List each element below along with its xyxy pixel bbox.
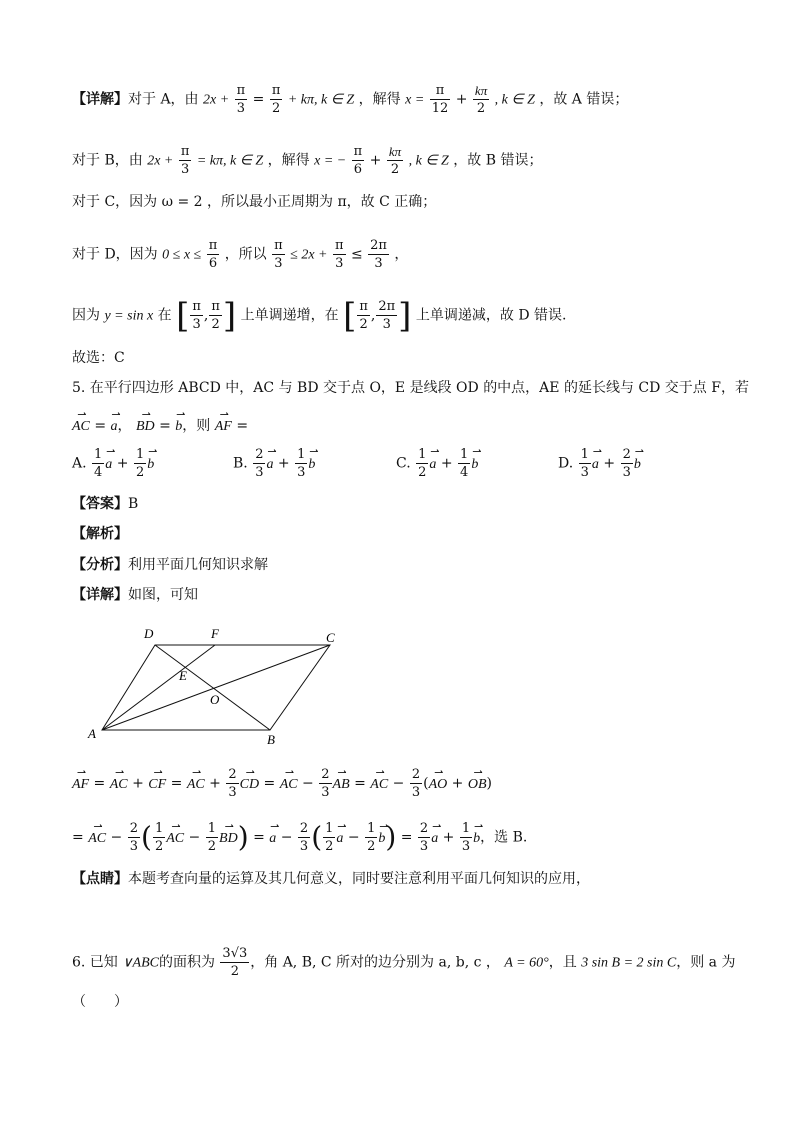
derivation-line-2: = ⇀ AC − $\frac{2}{3}$ ( $\frac{1}{2}$ ⇀ AC − $\frac{1}{2}$ ⇀ BD) = ⇀ a − $\frac{2}{3}$ ( $\frac{1}{2}$ ⇀ a − $\frac{1}{2}$ ⇀ b) = $\frac{2}{3}$ ⇀ a + $\frac{1}{3}$ ⇀ b，选 B.	[72, 820, 527, 855]
question-6-paren: （ ）	[72, 994, 128, 1010]
detail-line: 【详解】如图，可知	[72, 587, 198, 603]
question-5-given: ⇀ AC = ⇀ a， ⇀ BD = ⇀ b，则 ⇀ AF =	[72, 416, 248, 437]
part-a-kpi: + kπ, k ∈ Z	[287, 92, 355, 108]
diagonal-bd	[155, 645, 270, 730]
point-label-o: O	[210, 692, 220, 707]
question-5-stem: 5. 在平行四边形 ABCD 中，AC 与 BD 交于点 O，E 是线段 OD 的中点，AE 的延长线与 CD 交于点 F，若	[72, 380, 749, 396]
segment-af	[102, 645, 215, 730]
solution-line-d: 对于 D，因为 0 ≤ x ≤ $\frac{\pi}{6}$ ，所以 $\frac{\pi}{3}$ ≤ 2x + $\frac{\pi}{3}$ ≤ $\frac{2\pi}{3}$ ，	[72, 238, 409, 271]
solution-line-a: 【详解】对于 A，由 2x + $\frac{\pi}{3}$ = $\frac{\pi}{2}$ + kπ, k ∈ Z ，解得 x = $\frac{\pi}{12}$ + $\frac{k\pi}{2}$ , k ∈ Z ，故 A 错误；	[72, 83, 629, 116]
remark-line: 【点睛】本题考查向量的运算及其几何意义，同时要注意利用平面几何知识的应用，	[72, 871, 590, 887]
part-a-lhs: 2x +	[203, 92, 230, 108]
solution-line-c: 对于 C，因为 ω = 2 ，所以最小正周期为 π，故 C 正确；	[72, 194, 437, 210]
solution-line-b: 对于 B，由 2x + $\frac{\pi}{3}$ = kπ, k ∈ Z ，解得 x = − $\frac{\pi}{6}$ + $\frac{k\pi}{2}$ , k ∈ Z ，故 B 错误；	[72, 144, 543, 177]
option-b[interactable]: B. $\frac{2}{3}$ ⇀ a + $\frac{1}{3}$ ⇀ b	[233, 446, 315, 481]
fraction-pi-over-12: $\frac{\pi}{12}$	[431, 83, 449, 116]
derivation-line-1: ⇀ AF = ⇀ AC + ⇀ CF = ⇀ AC + $\frac{2}{3}$ ⇀ CD = ⇀ AC − $\frac{2}{3}$ ⇀ AB = ⇀ AC − $\frac{2}{3}$ (⇀ AO + ⇀ OB)	[72, 766, 492, 801]
diagonal-ac	[102, 645, 330, 730]
point-label-c: C	[326, 630, 335, 645]
solution-line-d2: 因为 y = sin x 在 [ $\frac{\pi}{3}$ , $\frac{\pi}{2}$ ] 上单调递增，在 [ $\frac{\pi}{2}$ , $\frac{2\pi}{3}$ ] 上单调递减，故 D 错误.	[72, 295, 567, 336]
answer-value: B	[128, 496, 139, 512]
part-a-intro: 对于 A，由	[128, 91, 199, 108]
option-a[interactable]: A. $\frac{1}{4}$ ⇀ a + $\frac{1}{2}$ ⇀ b	[72, 446, 154, 481]
point-label-a: A	[88, 726, 96, 741]
point-label-e: E	[179, 668, 187, 683]
point-label-b: B	[267, 732, 275, 747]
answer-line: 【答案】B	[72, 496, 139, 512]
point-label-f: F	[211, 626, 219, 641]
fraction-pi-over-2: $\frac{\pi}{2}$	[271, 83, 281, 116]
parallelogram-figure	[82, 622, 352, 747]
fraction-pi-over-3: $\frac{\pi}{3}$	[236, 83, 246, 116]
method-line: 【分析】利用平面几何知识求解	[72, 557, 268, 573]
fraction-kpi-over-2: $\frac{k\pi}{2}$	[474, 83, 488, 116]
option-d[interactable]: D. $\frac{1}{3}$ ⇀ a + $\frac{2}{3}$ ⇀ b	[558, 446, 641, 481]
analysis-heading-line: 【解析】	[72, 526, 128, 542]
choose-line: 故选：C	[72, 350, 125, 366]
question-6-stem: 6. 已知 ∨ABC的面积为 $\frac{3√3}{2}$ ，角 A, B, C 所对的边分别为 a, b, c ， A = 60°，且 3 sin B = 2 sin C，则 a 为	[72, 946, 736, 979]
detail-heading: 【详解】	[72, 91, 128, 108]
point-label-d: D	[144, 626, 154, 641]
option-c[interactable]: C. $\frac{1}{2}$ ⇀ a + $\frac{1}{4}$ ⇀ b	[396, 446, 478, 481]
